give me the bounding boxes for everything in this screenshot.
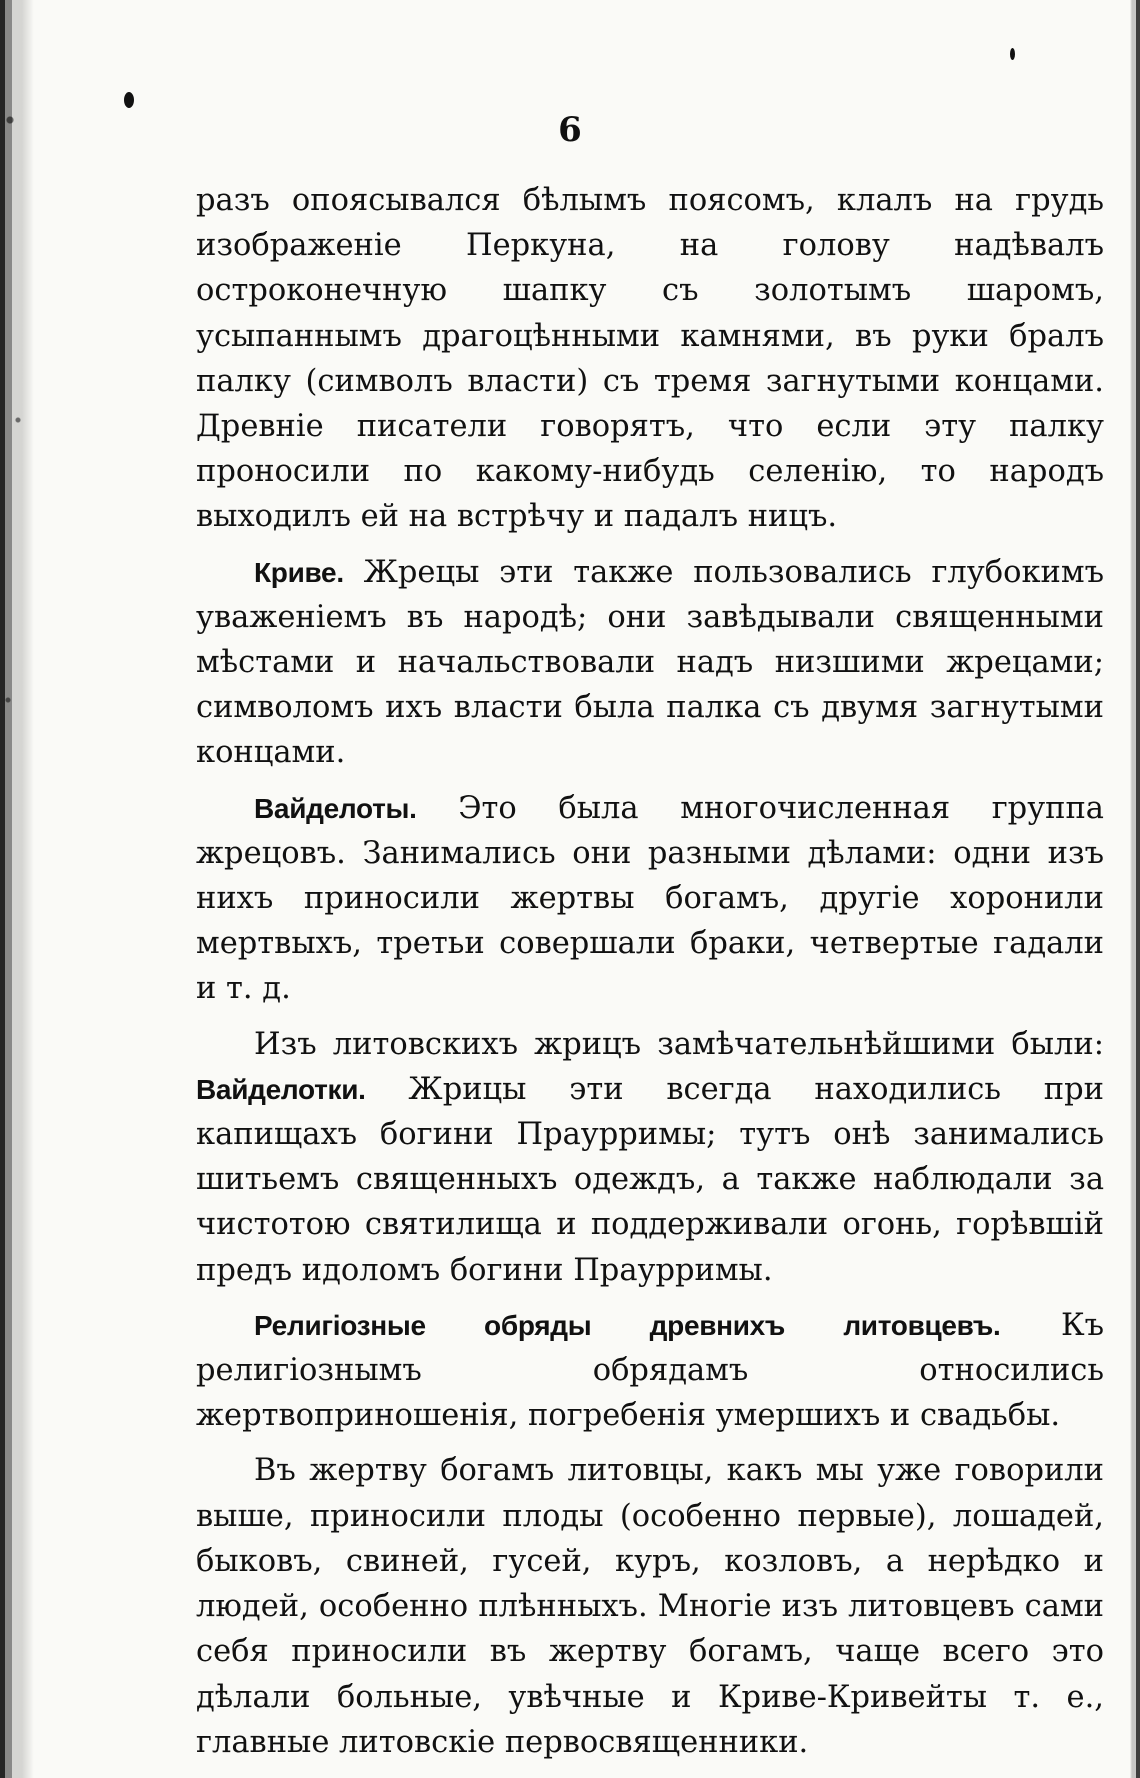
page-number: 6	[558, 110, 582, 150]
scan-right-edge	[1130, 0, 1140, 1778]
paragraph-text: Въ жертву богамъ литовцы, какъ мы уже говорили выше, приносили плоды (особенно первые), лошадей, быковъ, свиней, гусей, куръ, козловъ, а нерѣдко и людей, особенно плѣнныхъ. Многіе изъ литовцевъ сами себя приносили въ жертву богамъ, чаще всего это дѣлали больные, увѣчные и Криве-Кривейты т. е., главные литовскіе первосвященники.	[196, 1453, 1104, 1760]
page-body	[196, 178, 1104, 1775]
paragraph-1	[196, 178, 1104, 540]
paragraph-vaidelotki	[196, 1022, 1104, 1293]
section-heading-rites: Религіозные обряды древнихъ литовцевъ.	[254, 1309, 1001, 1341]
paragraph-krive	[196, 550, 1104, 776]
paragraph-sacrifice	[196, 1448, 1104, 1764]
ink-speck	[124, 92, 134, 108]
paragraph-text: Къ религіознымъ обрядамъ относились жертвоприношенія, погребенія умершихъ и свадьбы.	[196, 1307, 1104, 1434]
section-heading-krive: Криве.	[254, 556, 344, 588]
paragraph-text: Жрецы эти также пользовались глубокимъ уваженіемъ въ народѣ; они завѣдывали священными мѣстами и начальствовали надъ низшими жрецами; символомъ ихъ власти была палка съ двумя загнутыми концами.	[196, 554, 1104, 771]
section-heading-vaidelots: Вайделоты.	[254, 792, 417, 824]
paragraph-lead-text: Изъ литовскихъ жрицъ замѣчательнѣйшими были:	[254, 1026, 1104, 1062]
section-heading-vaidelotki: Вайделотки.	[196, 1073, 366, 1105]
scan-left-edge	[0, 0, 34, 1778]
paragraph-text: Жрицы эти всегда находились при капищахъ богини Праурримы; тутъ онѣ занимались шитьемъ священныхъ одеждъ, а также наблюдали за чистотою святилища и поддерживали огонь, горѣвшій предъ идоломъ богини Праурримы.	[196, 1071, 1104, 1288]
paragraph-vaidelots	[196, 786, 1104, 1012]
paragraph-text: Это была многочисленная группа жрецовъ. Занимались они разными дѣлами: одни изъ нихъ приносили жертвы богамъ, другіе хоронили мертвыхъ, третьи совершали браки, четвертые гадали и т. д.	[196, 790, 1104, 1007]
paragraph-text: разъ опоясывался бѣлымъ поясомъ, клалъ на грудь изображеніе Перкуна, на голову надѣвалъ остроконечную шапку съ золотымъ шаромъ, усыпаннымъ драгоцѣнными камнями, въ руки бралъ палку (символъ власти) съ тремя загнутыми концами. Древніе писатели говорятъ, что если эту палку проносили по какому-нибудь селенію, то народъ выходилъ ей на встрѣчу и падалъ ницъ.	[196, 183, 1104, 535]
ink-speck	[1010, 48, 1015, 60]
paragraph-rites	[196, 1303, 1104, 1439]
